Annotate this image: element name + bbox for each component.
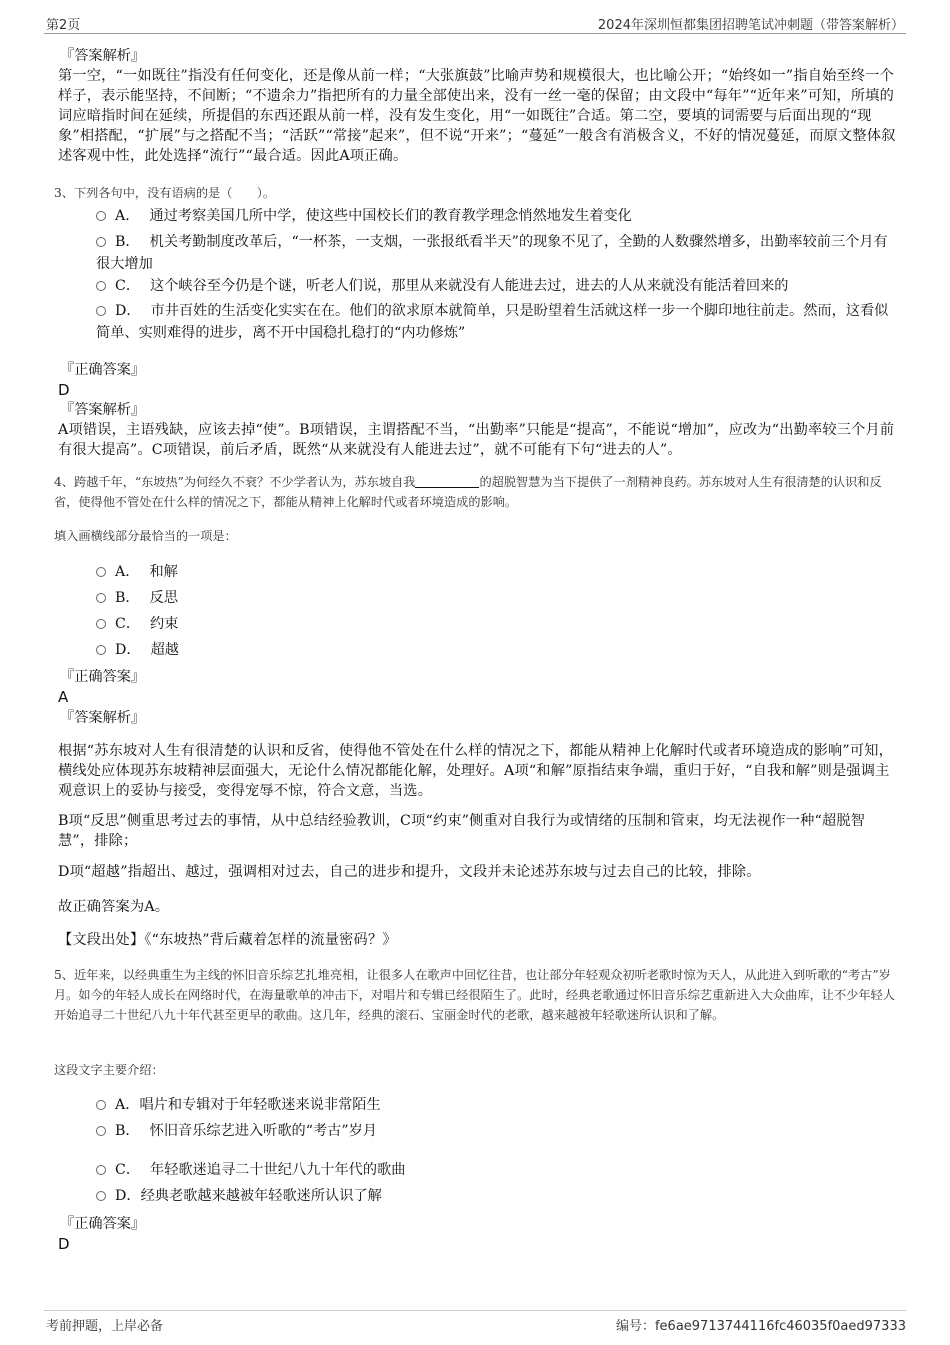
q4-option-c[interactable]: C． 约束 — [96, 613, 896, 635]
answer-q5: D — [58, 1235, 70, 1253]
answer-q3: D — [58, 381, 70, 399]
q5-option-c[interactable]: C． 年轻歌迷追寻二十世纪八九十年代的歌曲 — [96, 1159, 896, 1181]
analysis-q4-p4: 故正确答案为A。 — [58, 899, 170, 915]
page-number: 第2页 — [46, 18, 81, 33]
analysis-label-q3: 『答案解析』 — [60, 402, 146, 418]
q3-option-c[interactable]: C． 这个峡谷至今仍是个谜，听老人们说，那里从来就没有人能进去过，进去的人从来就没有能活着回来的 — [96, 275, 896, 297]
analysis-q4-p2: B项“反思”侧重思考过去的事情，从中总结经验教训，C项“约束”侧重对自我行为或情绪的压制和管束，均无法视作一种“超脱智慧”，排除； — [58, 813, 866, 849]
question-5-stem: 5、近年来，以经典重生为主线的怀旧音乐综艺扎堆亮相，让很多人在歌声中回忆往昔，也让部分年轻观众初听老歌时惊为天人，从此进入到听歌的“考古”岁月。如今的年轻人成长在网络时代，在海量歌单的冲击下，对唱片和专辑已经很陌生了。此时，经典老歌通过怀旧音乐综艺重新进入大众曲库，让不少年轻人开始追寻二十世纪八九十年代甚至更早的歌曲。这几年，经典的滚石、宝丽金时代的老歌，越来越被年轻歌迷所认识和了解。 — [54, 968, 895, 1022]
q4-option-a[interactable]: A． 和解 — [96, 561, 896, 583]
analysis-q4-p3: D项“超越”指超出、越过，强调相对过去，自己的进步和提升，文段并未论述苏东坡与过去自己的比较，排除。 — [58, 864, 761, 880]
radio-icon[interactable] — [96, 211, 106, 221]
radio-icon[interactable] — [96, 1191, 106, 1201]
radio-icon[interactable] — [96, 645, 106, 655]
radio-icon[interactable] — [96, 281, 106, 291]
q3-option-b[interactable]: B． 机关考勤制度改革后，“一杯茶，一支烟，一张报纸看半天”的现象不见了，全勤的人数骤然增多，出勤率较前三个月有很大增加 — [96, 234, 888, 272]
fill-blank — [415, 474, 479, 488]
q5-option-a[interactable]: A．唱片和专辑对于年轻歌迷来说非常陌生 — [96, 1094, 896, 1116]
q5-option-d[interactable]: D．经典老歌越来越被年轻歌迷所认识了解 — [96, 1185, 896, 1207]
q4-option-d[interactable]: D． 超越 — [96, 639, 896, 661]
page-footer — [44, 1310, 906, 1334]
source-q4: 【文段出处】《“东坡热”背后藏着怎样的流量密码？》 — [58, 932, 397, 948]
radio-icon[interactable] — [96, 1100, 106, 1110]
page-header — [44, 12, 906, 34]
document-title: 2024年深圳恒都集团招聘笔试冲刺题（带答案解析） — [597, 18, 904, 33]
analysis-label-q4: 『答案解析』 — [60, 710, 146, 726]
radio-icon[interactable] — [96, 619, 106, 629]
answer-q4: A — [58, 688, 69, 706]
question-4-prompt: 填入画横线部分最恰当的一项是： — [54, 529, 237, 543]
correct-label-q4: 『正确答案』 — [60, 669, 146, 685]
radio-icon[interactable] — [96, 593, 106, 603]
question-5-prompt: 这段文字主要介绍： — [54, 1063, 164, 1077]
analysis-q4-p1: 根据“苏东坡对人生有很清楚的认识和反省，使得他不管处在什么样的情况之下，都能从精神上化解时代或者环境造成的影响”可知，横线处应体现苏东坡精神层面强大，无论什么情况都能化解，处理好。A项“和解”原指结束争端，重归于好，“自我和解”则是强调主观意识上的妥协与接受，变得宠辱不惊，符合文意，当选。 — [58, 743, 893, 799]
document-id: 编号：fe6ae9713744116fc46035f0aed97333 — [615, 1319, 906, 1334]
footer-slogan: 考前押题，上岸必备 — [46, 1319, 164, 1334]
radio-icon[interactable] — [96, 567, 106, 577]
question-3-stem: 3、下列各句中，没有语病的是（ ）。 — [54, 186, 276, 200]
correct-label-q5: 『正确答案』 — [60, 1216, 146, 1232]
radio-icon[interactable] — [96, 306, 106, 316]
question-4-stem: 4、跨越千年，“东坡热”为何经久不衰？不少学者认为，苏东坡自我 的超脱智慧为当下提供了一剂精神良药。苏东坡对人生有很清楚的认识和反省，使得他不管处在什么样的情况之下，都能从精神上化解时代或者环境造成的影响。 — [54, 475, 882, 509]
correct-label-q3: 『正确答案』 — [60, 362, 146, 378]
q5-option-b[interactable]: B． 怀旧音乐综艺进入听歌的“考古”岁月 — [96, 1120, 896, 1142]
radio-icon[interactable] — [96, 1126, 106, 1136]
q3-option-d[interactable]: D． 市井百姓的生活变化实实在在。他们的欲求原本就简单，只是盼望着生活就这样一步一个脚印地往前走。然而，这看似简单、实则难得的进步，离不开中国稳扎稳打的“内功修炼” — [96, 303, 889, 341]
radio-icon[interactable] — [96, 1165, 106, 1175]
analysis-q3: A项错误，主语残缺，应该去掉“使”。B项错误，主谓搭配不当，“出勤率”只能是“提高”，不能说“增加”，应改为“出勤率较三个月前有很大提高”。C项错误，前后矛盾，既然“从来就没有人能进去过”，就不可能有下句“进去的人”。 — [58, 422, 895, 458]
q4-option-b[interactable]: B． 反思 — [96, 587, 896, 609]
analysis-q2: 第一空，“一如既往”指没有任何变化，还是像从前一样；“大张旗鼓”比喻声势和规模很大，也比喻公开；“始终如一”指自始至终一个样子，表示能坚持，不间断；“不遗余力”指把所有的力量全部使出来，没有一丝一毫的保留；由文段中“每年”“近年来”可知，所填的词应暗指时间在延续，所提倡的东西还跟从前一样，没有发生变化，用“一如既往”合适。第二空，要填的词需要与后面出现的“现象”相搭配，“扩展”与之搭配不当；“活跃”“常接”起来”，但不说“开来”；“蔓延”一般含有消极含义，不好的情况蔓延，而原文整体叙述客观中性，此处选择“流行”“最合适。因此A项正确。 — [58, 68, 896, 164]
analysis-label-q2: 『答案解析』 — [60, 48, 146, 64]
radio-icon[interactable] — [96, 237, 106, 247]
q3-option-a[interactable]: A． 通过考察美国几所中学，使这些中国校长们的教育教学理念悄然地发生着变化 — [96, 205, 896, 227]
